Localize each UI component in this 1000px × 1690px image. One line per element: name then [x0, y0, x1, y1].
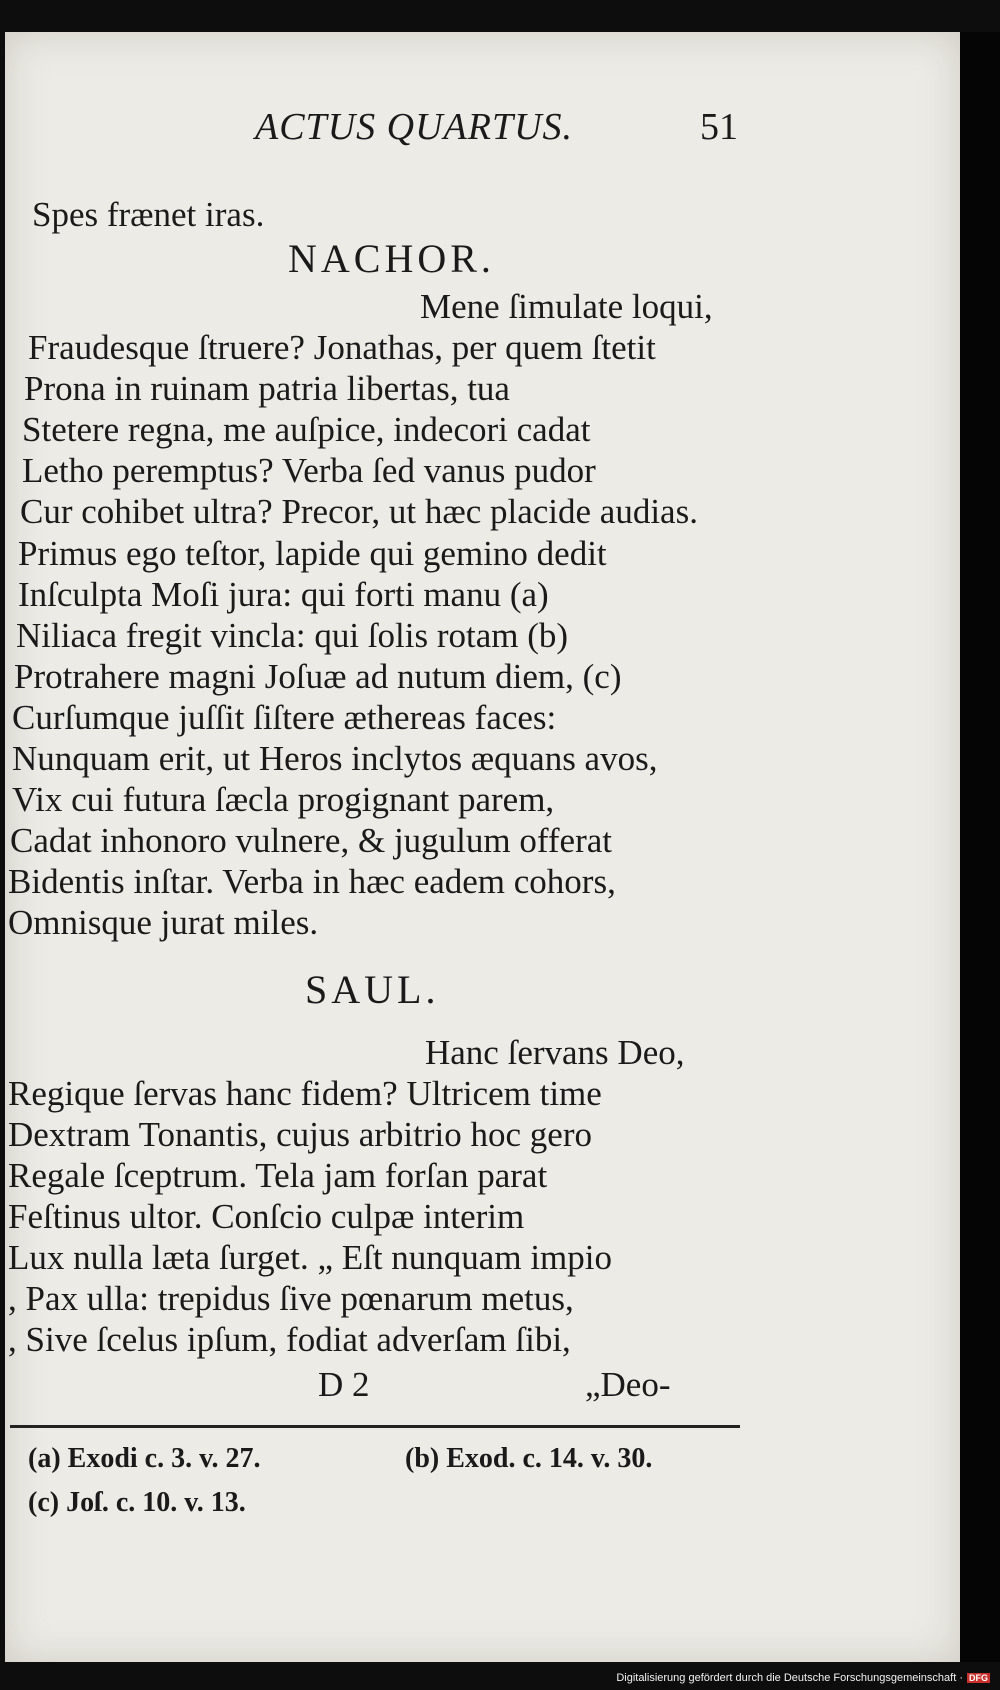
- verse-line: Stetere regna, me auſpice, indecori cadat: [22, 410, 591, 449]
- verse-line: Dextram Tonantis, cujus arbitrio hoc gero: [8, 1115, 592, 1154]
- catchword: „Deo-: [585, 1365, 671, 1404]
- verse-line: Niliaca fregit vincla: qui ſolis rotam (b): [16, 616, 569, 655]
- verse-line: Protrahere magni Joſuæ ad nutum diem, (c): [14, 657, 622, 696]
- footnote-rule: [10, 1425, 740, 1428]
- verse-line: Spes frænet iras.: [32, 195, 265, 234]
- folio-number: 51: [700, 106, 738, 148]
- verse-line: Regale ſceptrum. Tela jam forſan parat: [8, 1156, 548, 1195]
- verse-line: Feſtinus ultor. Conſcio culpæ interim: [8, 1197, 525, 1236]
- verse-line: Cur cohibet ultra? Precor, ut hæc placide audias.: [20, 492, 698, 531]
- verse-line: Curſumque juſſit ſiſtere æthereas faces:: [12, 698, 557, 737]
- footnote-a: (a) Exodi c. 3. v. 27.: [28, 1443, 261, 1474]
- verse-line: Omnisque jurat miles.: [8, 903, 319, 942]
- speaker-name-nachor: NACHOR.: [288, 236, 495, 281]
- verse-line: Regique ſervas hanc fidem? Ultricem time: [8, 1074, 602, 1113]
- signature-mark: D 2: [318, 1365, 370, 1404]
- verse-line: Inſculpta Moſi jura: qui forti manu (a): [18, 575, 549, 614]
- verse-line: Prona in ruinam patria libertas, tua: [24, 369, 510, 408]
- verse-line: Hanc ſervans Deo,: [425, 1033, 685, 1072]
- verse-line: , Sive ſcelus ipſum, fodiat adverſam ſibi,: [8, 1320, 571, 1359]
- dfg-badge: DFG: [969, 1673, 988, 1683]
- verse-line: Lux nulla læta ſurget. „ Eſt nunquam impio: [8, 1238, 612, 1277]
- speaker-name-saul: SAUL.: [305, 967, 440, 1012]
- verse-line: Nunquam erit, ut Heros inclytos æquans avos,: [12, 739, 658, 778]
- verse-line: Fraudesque ſtruere? Jonathas, per quem ſtetit: [28, 328, 656, 367]
- page-edge-shadow: [960, 32, 1000, 1662]
- verse-line: , Pax ulla: trepidus ſive pœnarum metus,: [8, 1279, 574, 1318]
- verse-line: Letho peremptus? Verba ſed vanus pudor: [22, 451, 596, 490]
- running-title: ACTUS QUARTUS.: [255, 106, 574, 148]
- verse-line: Mene ſimulate loqui,: [420, 287, 713, 326]
- footnote-b: (b) Exod. c. 14. v. 30.: [405, 1443, 653, 1474]
- verse-line: Primus ego teſtor, lapide qui gemino dedit: [18, 534, 607, 573]
- verse-line: Vix cui futura ſæcla progignant parem,: [12, 780, 555, 819]
- verse-line: Bidentis inſtar. Verba in hæc eadem cohors,: [8, 862, 616, 901]
- digitization-credit: Digitalisierung gefördert durch die Deutsche Forschungsgemeinschaft · DFG: [616, 1672, 988, 1684]
- footnote-c: (c) Joſ. c. 10. v. 13.: [28, 1487, 246, 1518]
- verse-line: Cadat inhonoro vulnere, & jugulum offerat: [10, 821, 612, 860]
